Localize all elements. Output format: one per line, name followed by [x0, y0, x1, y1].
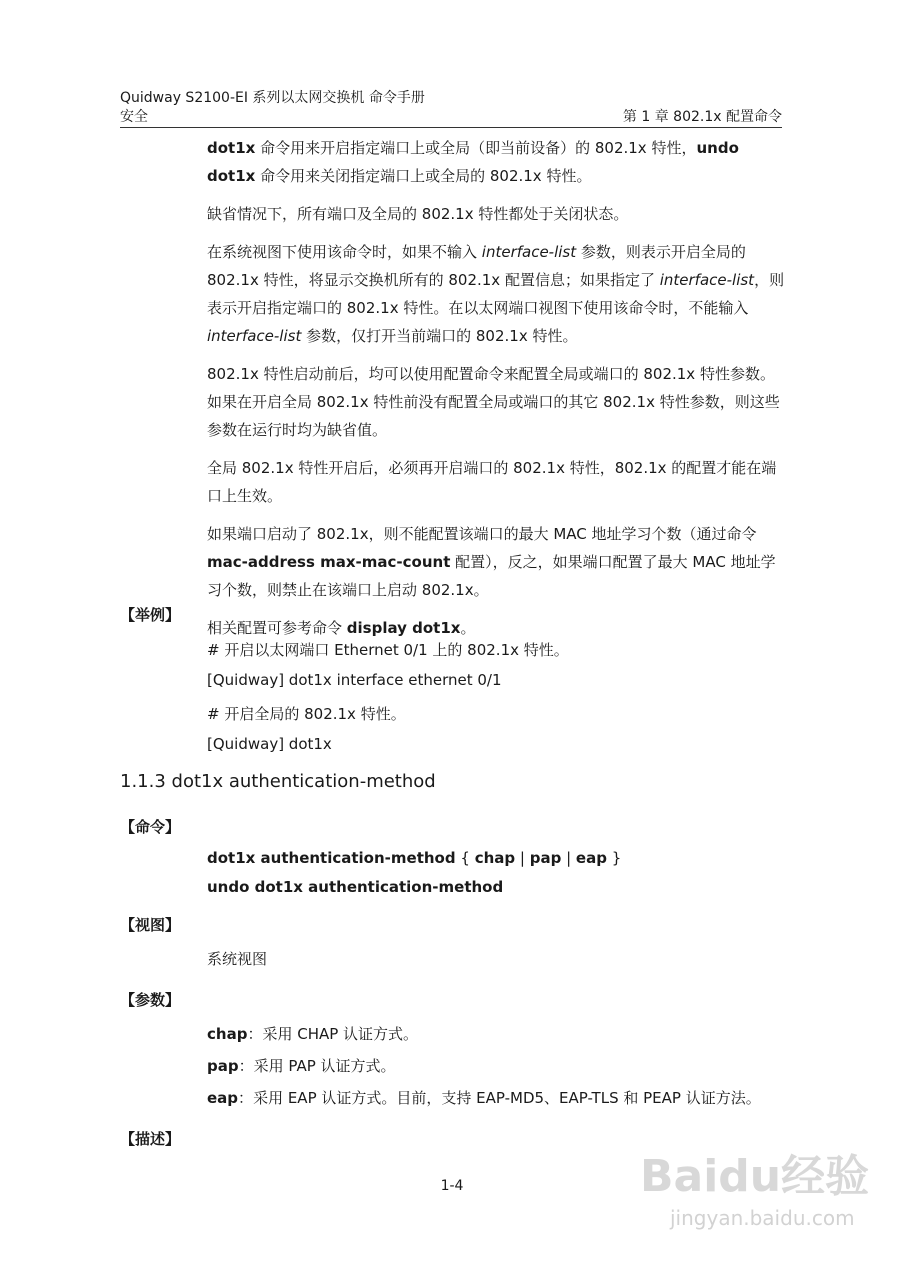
description-label: 【描述】: [120, 1130, 181, 1148]
paragraph-default-state: 缺省情况下，所有端口及全局的 802.1x 特性都处于关闭状态。: [207, 205, 629, 223]
header-section: 安全: [120, 109, 148, 125]
param-pap: pap：采用 PAP 认证方式。: [207, 1057, 396, 1075]
param-italic: interface-list: [481, 243, 577, 261]
param-italic: interface-list: [207, 327, 302, 345]
command-keyword: mac-address max-mac-count: [207, 553, 451, 571]
header-chapter: 第 1 章 802.1x 配置命令: [622, 109, 782, 125]
paragraph-mac-address: 如果端口启动了 802.1x，则不能配置该端口的最大 MAC 地址学习个数（通过命令 mac-address max-mac-count 配置），反之，如果端口配置了最大 MAC 地址学习个数，则禁止在该端口上启动 802.1x。: [207, 525, 776, 599]
command-syntax: dot1x authentication-method { chap | pap | eap }: [207, 849, 622, 867]
baidu-watermark: [640, 1140, 870, 1250]
header-product-title: Quidway S2100-EI 系列以太网交换机 命令手册: [120, 90, 425, 106]
example-line: # 开启全局的 802.1x 特性。: [207, 705, 406, 723]
paragraph-global-port: 全局 802.1x 特性开启后，必须再开启端口的 802.1x 特性，802.1x 的配置才能在端口上生效。: [207, 459, 777, 505]
header-divider: [120, 127, 782, 128]
page-number: 1-4: [440, 1178, 464, 1194]
paragraph-dot1x-usage: dot1x 命令用来开启指定端口上或全局（即当前设备）的 802.1x 特性，undo dot1x 命令用来关闭指定端口上或全局的 802.1x 特性。: [207, 139, 739, 185]
undo-command-syntax: undo dot1x authentication-method: [207, 878, 504, 896]
example-line: # 开启以太网端口 Ethernet 0/1 上的 802.1x 特性。: [207, 641, 569, 659]
param-chap: chap：采用 CHAP 认证方式。: [207, 1025, 419, 1043]
command-keyword: undo dot1x: [207, 139, 739, 185]
example-line: [Quidway] dot1x: [207, 735, 332, 753]
paragraph-related-command: 相关配置可参考命令 display dot1x。: [207, 619, 476, 637]
view-label: 【视图】: [120, 916, 181, 934]
param-italic: interface-list: [659, 271, 755, 289]
section-heading: 1.1.3 dot1x authentication-method: [120, 771, 436, 792]
example-line: [Quidway] dot1x interface ethernet 0/1: [207, 671, 502, 689]
command-keyword: display dot1x: [346, 619, 461, 637]
paragraph-config-params: 802.1x 特性启动前后，均可以使用配置命令来配置全局或端口的 802.1x 特性参数。如果在开启全局 802.1x 特性前没有配置全局或端口的其它 802.1x 特性参数，则这些参数在运行时均为缺省值。: [207, 365, 780, 439]
command-keyword: dot1x: [207, 139, 256, 157]
description-block: [207, 134, 785, 652]
param-eap: eap：采用 EAP 认证方式。目前，支持 EAP-MD5、EAP-TLS 和 PEAP 认证方法。: [207, 1089, 761, 1107]
watermark-url: jingyan.baidu.com: [670, 1206, 855, 1230]
command-label: 【命令】: [120, 818, 181, 836]
paragraph-interface-list: 在系统视图下使用该命令时，如果不输入 interface-list 参数，则表示开启全局的 802.1x 特性，将显示交换机所有的 802.1x 配置信息；如果指定了 interface-list，则表示开启指定端口的 802.1x 特性。在以太网端口视图下使用该命令时，不能输入 interface-list 参数，仅打开当前端口的 802.1x 特性。: [207, 243, 785, 345]
view-value: 系统视图: [207, 950, 268, 968]
params-label: 【参数】: [120, 991, 181, 1009]
example-label: 【举例】: [120, 606, 181, 624]
baidu-logo: Baidu经验: [640, 1151, 870, 1202]
